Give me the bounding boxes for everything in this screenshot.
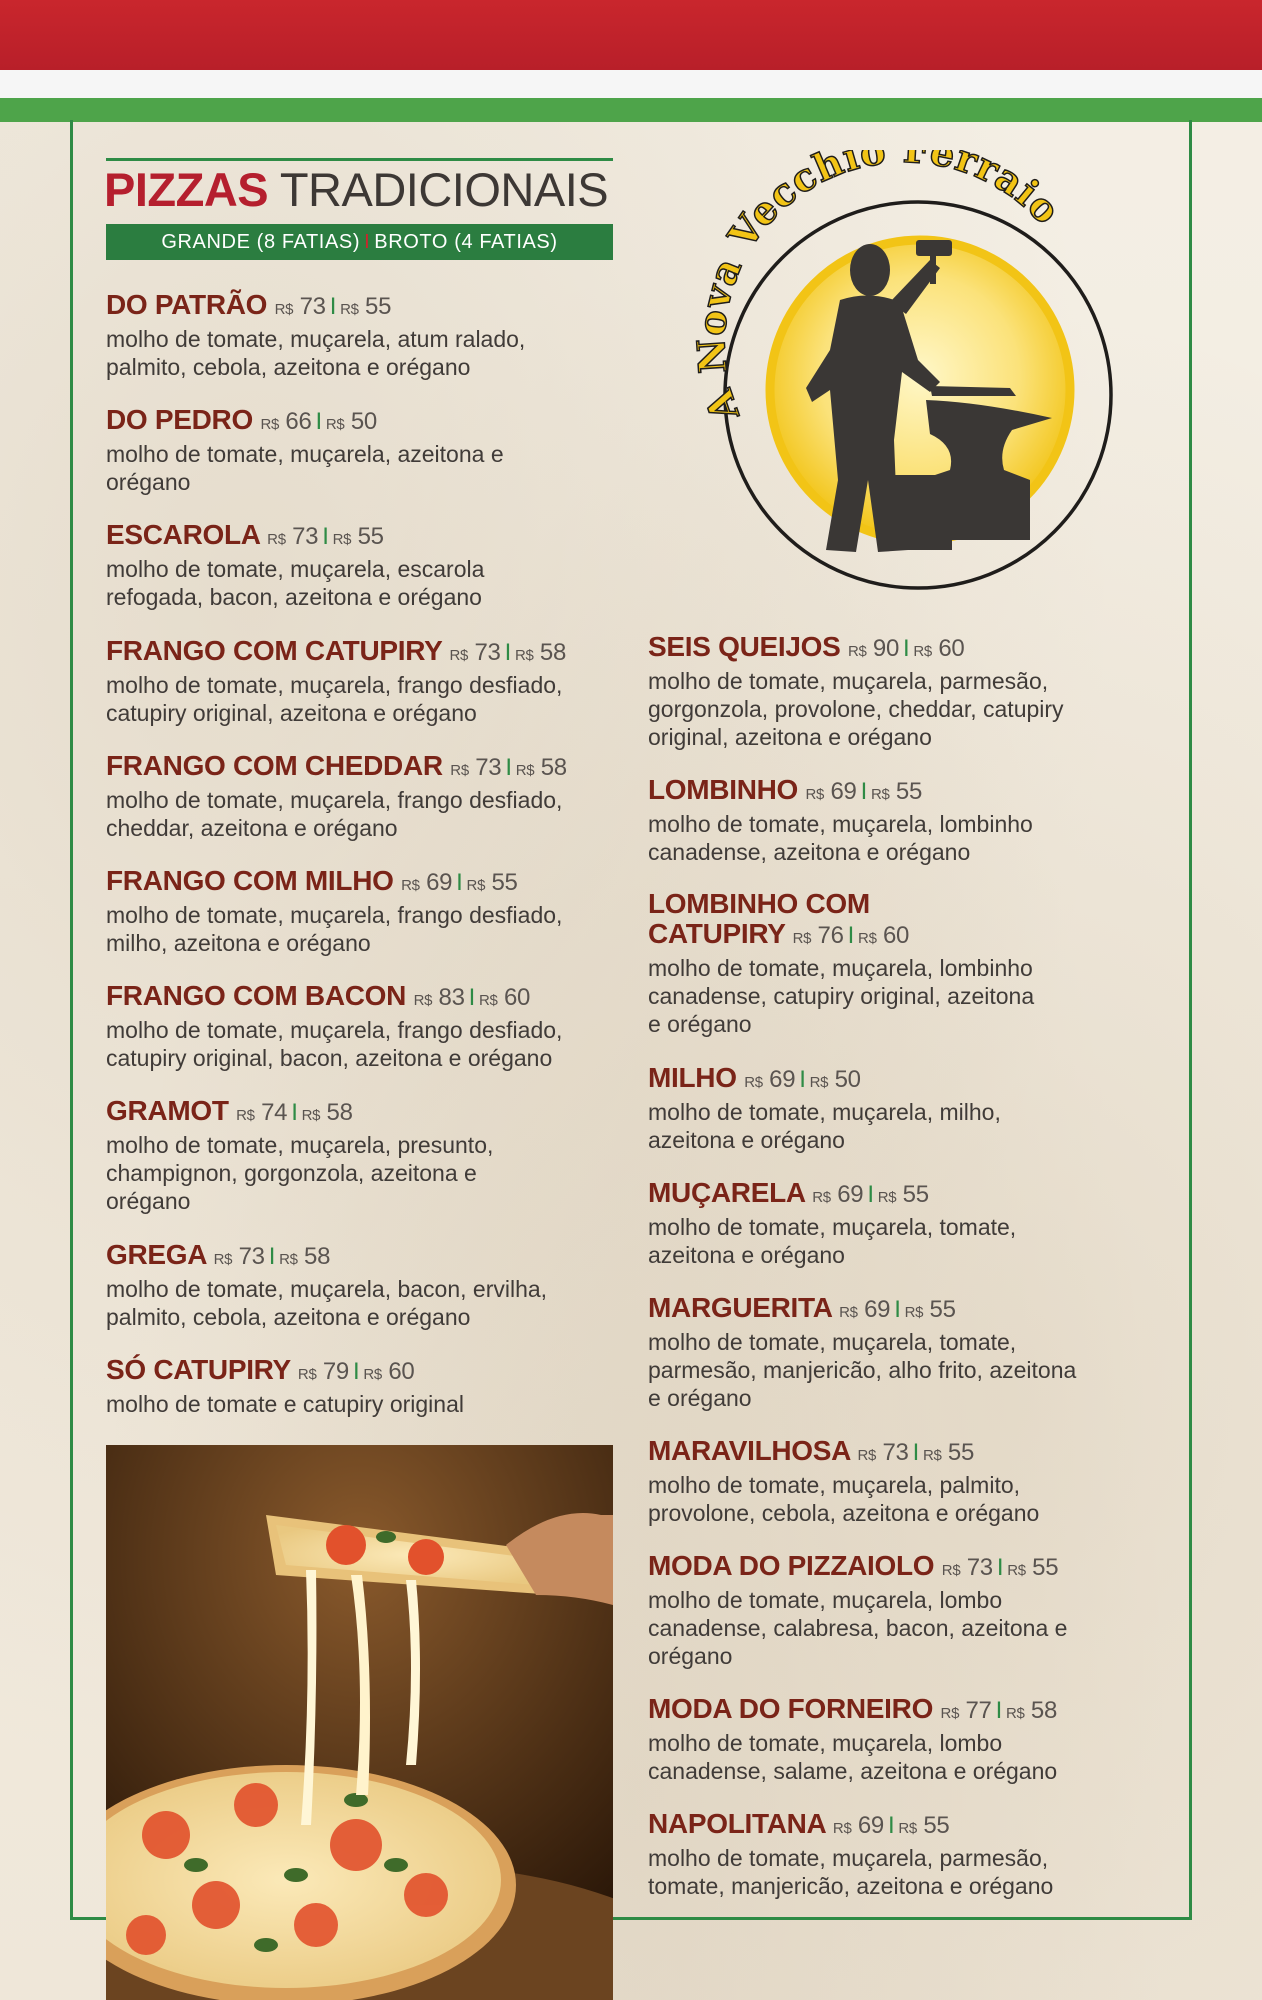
currency-label: R$ bbox=[213, 1251, 233, 1268]
currency-label: R$ bbox=[236, 1107, 255, 1124]
item-description-line: catupiry original, bacon, azeitona e orégano bbox=[106, 1045, 553, 1071]
currency-label: R$ bbox=[413, 992, 433, 1009]
item-name-row bbox=[648, 1809, 1168, 1844]
price-small: 58 bbox=[326, 1099, 353, 1126]
item-name-row bbox=[106, 1096, 626, 1131]
price-separator: I bbox=[504, 639, 511, 666]
item-description-line: palmito, cebola, azeitona e orégano bbox=[106, 354, 471, 380]
item-name-row bbox=[106, 1240, 626, 1275]
item-description-line: refogada, bacon, azeitona e orégano bbox=[106, 584, 482, 610]
item-description-line: champignon, gorgonzola, azeitona e bbox=[106, 1160, 477, 1186]
item-description-line: molho de tomate, muçarela, parmesão, bbox=[648, 1845, 1049, 1871]
price-separator: I bbox=[887, 1812, 895, 1839]
item-name: MODA DO PIZZAIOLO bbox=[648, 1550, 935, 1581]
item-name-row bbox=[106, 751, 626, 786]
currency-label: R$ bbox=[401, 877, 420, 894]
item-name-row bbox=[106, 290, 626, 325]
price-small: 55 bbox=[929, 1296, 956, 1323]
item-price bbox=[450, 639, 567, 666]
item-name: SEIS QUEIJOS bbox=[648, 631, 841, 662]
item-description-line: molho de tomate, muçarela, frango desfiado, bbox=[106, 787, 563, 813]
item-description-line: orégano bbox=[106, 1188, 191, 1214]
currency-label: R$ bbox=[1005, 1705, 1025, 1722]
currency-label: R$ bbox=[922, 1447, 942, 1464]
flag-red-stripe bbox=[0, 0, 1262, 70]
item-name-row bbox=[648, 775, 1168, 810]
item-description-line: orégano bbox=[648, 1643, 733, 1669]
blacksmith-logo-icon bbox=[680, 150, 1120, 600]
menu-item bbox=[106, 636, 626, 727]
item-price bbox=[848, 635, 965, 662]
item-name: FRANGO COM CHEDDAR bbox=[106, 750, 443, 781]
flag-white-stripe bbox=[0, 70, 1262, 98]
item-description-line: molho de tomate, muçarela, lombinho bbox=[648, 955, 1033, 981]
menu-item bbox=[648, 1694, 1168, 1785]
item-description-line: molho de tomate, muçarela, lombinho bbox=[648, 811, 1033, 837]
price-small: 50 bbox=[350, 408, 377, 435]
item-description-line: e orégano bbox=[648, 1385, 752, 1411]
currency-label: R$ bbox=[832, 1820, 852, 1837]
item-name-row bbox=[648, 919, 1168, 954]
currency-label: R$ bbox=[940, 1705, 960, 1722]
item-name: MILHO bbox=[648, 1062, 737, 1093]
item-description-line: e orégano bbox=[648, 1011, 752, 1037]
item-description-line: orégano bbox=[106, 469, 191, 495]
currency-label: R$ bbox=[279, 1251, 298, 1268]
currency-label: R$ bbox=[450, 762, 469, 779]
item-price bbox=[401, 869, 518, 896]
price-small: 50 bbox=[834, 1066, 861, 1093]
price-separator: I bbox=[995, 1697, 1002, 1724]
currency-label: R$ bbox=[847, 643, 867, 660]
item-price bbox=[744, 1066, 861, 1093]
item-description-line: provolone, cebola, azeitona e orégano bbox=[648, 1500, 1040, 1526]
pizza-photo bbox=[106, 1445, 613, 2000]
currency-label: R$ bbox=[857, 1447, 877, 1464]
price-large: 69 bbox=[426, 869, 453, 896]
item-name: CATUPIRY bbox=[648, 918, 786, 949]
currency-label: R$ bbox=[877, 1189, 897, 1206]
price-large: 73 bbox=[292, 523, 319, 550]
item-price bbox=[941, 1697, 1058, 1724]
item-description-line: canadense, catupiry original, azeitona bbox=[648, 983, 1035, 1009]
price-separator: I bbox=[894, 1296, 901, 1323]
price-small: 58 bbox=[540, 754, 567, 781]
price-large: 73 bbox=[966, 1554, 993, 1581]
price-small: 55 bbox=[902, 1181, 929, 1208]
price-small: 55 bbox=[1032, 1554, 1059, 1581]
title-rule bbox=[106, 158, 613, 161]
currency-label: R$ bbox=[449, 647, 469, 664]
item-name: ESCAROLA bbox=[106, 519, 260, 550]
price-small: 60 bbox=[882, 922, 910, 949]
menu-item bbox=[648, 1293, 1168, 1412]
item-description-line: milho, azeitona e orégano bbox=[106, 930, 371, 956]
price-separator: I bbox=[456, 869, 463, 896]
item-price bbox=[214, 1243, 331, 1270]
price-separator: I bbox=[352, 1358, 360, 1385]
item-name-row bbox=[106, 520, 626, 555]
price-large: 76 bbox=[817, 922, 844, 949]
currency-label: R$ bbox=[297, 1366, 317, 1383]
currency-label: R$ bbox=[839, 1304, 858, 1321]
item-price bbox=[275, 293, 392, 320]
item-description-line: molho de tomate, muçarela, parmesão, bbox=[648, 668, 1049, 694]
item-description-line: molho de tomate, muçarela, escarola bbox=[106, 556, 485, 582]
size-large: GRANDE (8 FATIAS) bbox=[161, 231, 361, 253]
price-large: 73 bbox=[474, 639, 501, 666]
menu-item bbox=[648, 1063, 1168, 1154]
item-name: LOMBINHO bbox=[648, 774, 799, 805]
currency-label: R$ bbox=[301, 1107, 321, 1124]
menu-item bbox=[648, 1551, 1168, 1670]
menu-item bbox=[106, 866, 626, 957]
size-separator: I bbox=[364, 231, 371, 253]
item-description-line: molho de tomate e catupiry original bbox=[106, 1391, 464, 1417]
price-small: 55 bbox=[947, 1439, 975, 1466]
price-small: 58 bbox=[539, 639, 566, 666]
item-price bbox=[414, 984, 531, 1011]
price-small: 60 bbox=[388, 1358, 415, 1385]
price-separator: I bbox=[860, 778, 867, 805]
item-description-line: tomate, manjericão, azeitona e orégano bbox=[648, 1873, 1054, 1899]
item-price bbox=[793, 922, 910, 949]
currency-label: R$ bbox=[514, 647, 534, 664]
item-name-row bbox=[106, 405, 626, 440]
price-separator: I bbox=[329, 293, 337, 320]
page-title bbox=[104, 162, 608, 218]
price-large: 83 bbox=[438, 984, 465, 1011]
item-price bbox=[858, 1439, 975, 1466]
item-name: NAPOLITANA bbox=[648, 1808, 826, 1839]
price-large: 77 bbox=[965, 1697, 992, 1724]
item-name-row bbox=[648, 1436, 1168, 1471]
price-separator: I bbox=[912, 1439, 919, 1466]
item-price bbox=[942, 1554, 1059, 1581]
price-large: 69 bbox=[837, 1181, 864, 1208]
item-name-row bbox=[106, 866, 626, 901]
currency-label: R$ bbox=[274, 301, 294, 318]
item-description-line: canadense, azeitona e orégano bbox=[648, 839, 971, 865]
item-description-line: original, azeitona e orégano bbox=[648, 724, 932, 750]
currency-label: R$ bbox=[325, 416, 345, 433]
item-name: GRAMOT bbox=[106, 1095, 229, 1126]
menu-item bbox=[648, 632, 1168, 751]
item-name-row bbox=[648, 632, 1168, 667]
item-description-line: cheddar, azeitona e orégano bbox=[106, 815, 398, 841]
price-separator: I bbox=[847, 922, 855, 949]
item-name: MUÇARELA bbox=[648, 1177, 805, 1208]
item-name-line1: LOMBINHO COM bbox=[648, 888, 870, 919]
price-small: 55 bbox=[491, 869, 518, 896]
item-price bbox=[236, 1099, 353, 1126]
item-description-line: canadense, calabresa, bacon, azeitona e bbox=[648, 1615, 1068, 1641]
item-description-line: palmito, cebola, azeitona e orégano bbox=[106, 1304, 471, 1330]
currency-label: R$ bbox=[941, 1562, 961, 1579]
item-description-line: molho de tomate, muçarela, tomate, bbox=[648, 1214, 1017, 1240]
item-name: MODA DO FORNEIRO bbox=[648, 1693, 934, 1724]
price-separator: I bbox=[867, 1181, 874, 1208]
item-name-row bbox=[106, 636, 626, 671]
item-price bbox=[839, 1296, 956, 1323]
price-small: 60 bbox=[503, 984, 531, 1011]
item-name-row bbox=[648, 1063, 1168, 1098]
item-name: GREGA bbox=[106, 1239, 207, 1270]
price-large: 73 bbox=[238, 1243, 265, 1270]
item-name: DO PEDRO bbox=[106, 404, 253, 435]
size-bar bbox=[106, 224, 613, 260]
menu-item bbox=[106, 405, 626, 496]
menu-item bbox=[106, 981, 626, 1072]
price-separator: I bbox=[996, 1554, 1004, 1581]
currency-label: R$ bbox=[870, 786, 890, 803]
price-separator: I bbox=[315, 408, 322, 435]
price-large: 69 bbox=[769, 1066, 796, 1093]
menu-item bbox=[648, 775, 1168, 866]
item-name: MARAVILHOSA bbox=[648, 1435, 851, 1466]
price-small: 55 bbox=[923, 1812, 950, 1839]
item-description-line: azeitona e orégano bbox=[648, 1242, 845, 1268]
item-name-row bbox=[648, 1178, 1168, 1213]
item-description-line: molho de tomate, muçarela, presunto, bbox=[106, 1132, 494, 1158]
price-separator: I bbox=[505, 754, 512, 781]
price-large: 90 bbox=[872, 635, 900, 662]
currency-label: R$ bbox=[744, 1074, 763, 1091]
currency-label: R$ bbox=[904, 1304, 924, 1321]
title-bold: PIZZAS bbox=[104, 163, 269, 216]
item-description-line: molho de tomate, muçarela, atum ralado, bbox=[106, 326, 526, 352]
item-description-line: molho de tomate, muçarela, frango desfiado, bbox=[106, 902, 563, 928]
item-price bbox=[806, 778, 923, 805]
item-description-line: molho de tomate, muçarela, azeitona e bbox=[106, 441, 504, 467]
currency-label: R$ bbox=[466, 877, 486, 894]
currency-label: R$ bbox=[792, 930, 812, 947]
flag-green-stripe bbox=[0, 98, 1262, 122]
menu-item bbox=[106, 1355, 626, 1418]
price-small: 55 bbox=[357, 523, 384, 550]
menu-item bbox=[648, 1809, 1168, 1900]
logo bbox=[680, 150, 1120, 600]
currency-label: R$ bbox=[260, 416, 280, 433]
item-name: MARGUERITA bbox=[648, 1292, 832, 1323]
price-small: 55 bbox=[895, 778, 923, 805]
item-description-line: molho de tomate, muçarela, frango desfiado, bbox=[106, 1017, 563, 1043]
currency-label: R$ bbox=[1007, 1562, 1026, 1579]
price-large: 73 bbox=[882, 1439, 909, 1466]
item-name: FRANGO COM CATUPIRY bbox=[106, 635, 443, 666]
logo-text: A Nova Vecchio erraio bbox=[688, 150, 1070, 427]
menu-item bbox=[106, 290, 626, 381]
price-small: 60 bbox=[938, 635, 965, 662]
item-name: SÓ CATUPIRY bbox=[106, 1354, 291, 1385]
price-separator: I bbox=[268, 1243, 276, 1270]
item-description-line: molho de tomate, muçarela, frango desfiado, bbox=[106, 672, 563, 698]
item-description-line: molho de tomate, muçarela, palmito, bbox=[648, 1472, 1021, 1498]
currency-label: R$ bbox=[332, 531, 352, 548]
price-large: 73 bbox=[299, 293, 326, 320]
menu-item bbox=[648, 1436, 1168, 1527]
item-description-line: molho de tomate, muçarela, milho, bbox=[648, 1099, 1001, 1125]
item-description-line: canadense, salame, azeitona e orégano bbox=[648, 1758, 1058, 1784]
price-large: 69 bbox=[857, 1812, 884, 1839]
item-price bbox=[450, 754, 567, 781]
price-separator: I bbox=[799, 1066, 806, 1093]
price-separator: I bbox=[903, 635, 910, 662]
item-description-line: parmesão, manjericão, alho frito, azeitona bbox=[648, 1357, 1077, 1383]
price-large: 79 bbox=[322, 1358, 349, 1385]
currency-label: R$ bbox=[479, 992, 498, 1009]
item-description-line: molho de tomate, muçarela, lombo bbox=[648, 1587, 1003, 1613]
currency-label: R$ bbox=[913, 643, 932, 660]
menu-item bbox=[106, 520, 626, 611]
item-price bbox=[833, 1812, 950, 1839]
item-price bbox=[260, 408, 377, 435]
item-name: DO PATRÃO bbox=[106, 289, 268, 320]
currency-label: R$ bbox=[363, 1366, 382, 1383]
item-name-row bbox=[648, 1293, 1168, 1328]
item-name-row bbox=[106, 981, 626, 1016]
item-description-line: molho de tomate, muçarela, bacon, ervilha, bbox=[106, 1276, 548, 1302]
price-separator: I bbox=[468, 984, 475, 1011]
item-description-line: molho de tomate, muçarela, tomate, bbox=[648, 1329, 1017, 1355]
item-description-line: catupiry original, azeitona e orégano bbox=[106, 700, 477, 726]
item-price bbox=[812, 1181, 929, 1208]
item-description-line: molho de tomate, muçarela, lombo bbox=[648, 1730, 1003, 1756]
price-small: 58 bbox=[1030, 1697, 1058, 1724]
price-large: 66 bbox=[285, 408, 312, 435]
price-separator: I bbox=[291, 1099, 298, 1126]
price-small: 58 bbox=[304, 1243, 331, 1270]
price-separator: I bbox=[322, 523, 329, 550]
currency-label: R$ bbox=[805, 786, 825, 803]
currency-label: R$ bbox=[267, 531, 286, 548]
currency-label: R$ bbox=[898, 1820, 917, 1837]
currency-label: R$ bbox=[812, 1189, 831, 1206]
menu-item bbox=[106, 1240, 626, 1331]
item-name: FRANGO COM BACON bbox=[106, 980, 407, 1011]
menu-item bbox=[648, 1178, 1168, 1269]
item-name-row bbox=[648, 1694, 1168, 1729]
price-large: 69 bbox=[864, 1296, 891, 1323]
title-light: TRADICIONAIS bbox=[279, 163, 609, 216]
size-small: BROTO (4 FATIAS) bbox=[374, 231, 558, 253]
item-price bbox=[298, 1358, 415, 1385]
item-name-row bbox=[106, 1355, 626, 1390]
price-large: 69 bbox=[830, 778, 857, 805]
menu-item bbox=[106, 1096, 626, 1215]
item-name-row bbox=[648, 1551, 1168, 1586]
item-name: FRANGO COM MILHO bbox=[106, 865, 394, 896]
item-description-line: azeitona e orégano bbox=[648, 1127, 845, 1153]
item-description-line: gorgonzola, provolone, cheddar, catupiry bbox=[648, 696, 1064, 722]
price-small: 55 bbox=[365, 293, 392, 320]
price-large: 74 bbox=[261, 1099, 288, 1126]
menu-item bbox=[106, 751, 626, 842]
price-large: 73 bbox=[475, 754, 502, 781]
item-price bbox=[267, 523, 384, 550]
currency-label: R$ bbox=[515, 762, 535, 779]
currency-label: R$ bbox=[340, 301, 359, 318]
currency-label: R$ bbox=[858, 930, 877, 947]
currency-label: R$ bbox=[809, 1074, 829, 1091]
menu-item bbox=[648, 889, 1168, 1038]
